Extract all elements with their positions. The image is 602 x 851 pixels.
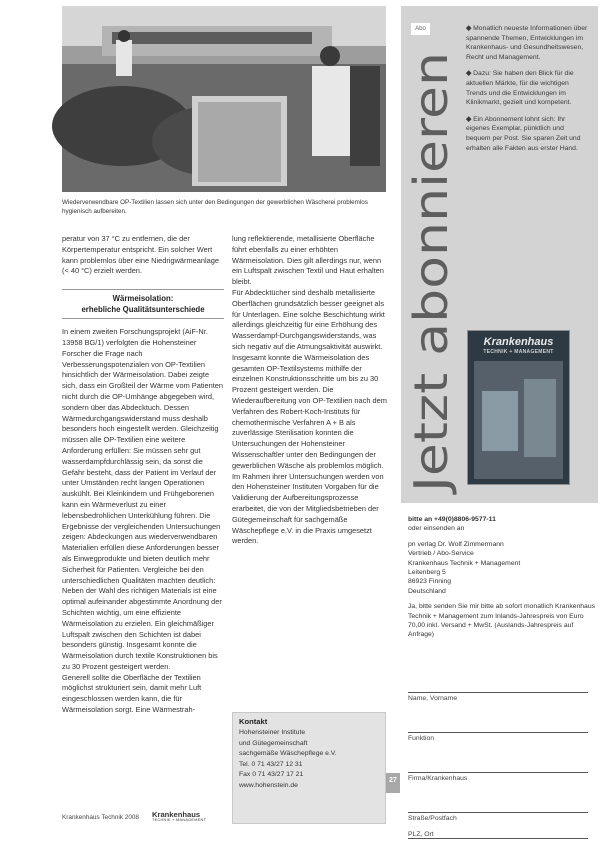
- benefit-text: Ein Abonnement lohnt sich: Ihr eigenes Exemplar, pünktlich und bequem per Post. Sie sparen Zeit und erhalten alle Fakten aus erster Hand.: [466, 115, 581, 152]
- street-field-label: Straße/Postfach: [408, 815, 457, 822]
- order-fax-note: oder einsenden an: [408, 525, 465, 533]
- section-heading-line1: Wärmeisolation:: [112, 294, 174, 304]
- paragraph: lung reflektierende, metallisierte Oberfläche führt ebenfalls zu einer erhöhten Wärmeisolation. Dies gilt allerdings nur, wenn ein Luftspalt zwischen Textil und Haut erhalten bleibt.: [232, 234, 384, 287]
- benefit-item: [466, 24, 590, 62]
- footer-issue: Krankenhaus Technik 2008: [62, 814, 139, 821]
- function-field-label: Funktion: [408, 735, 435, 742]
- address-line: Krankenhaus Technik + Management: [408, 559, 521, 567]
- photo-caption: Wiederverwendbare OP-Textilien lassen sich unter den Bedingungen der gewerblichen Wäscherei problemlos hygienisch aufbereiten.: [62, 199, 368, 215]
- contact-line: Hohensteiner Institute: [239, 729, 306, 736]
- paragraph: peratur von 37 °C zu entfernen, die der Körpertemperatur entspricht. Ein solcher Wert kann problemlos über eine Niedrigwärmeanlage (< 40 °C) erzielt werden.: [62, 234, 219, 276]
- name-field[interactable]: [408, 668, 588, 702]
- contact-box: [232, 712, 386, 824]
- footer-logo-sub: TECHNIK + MANAGEMENT: [152, 818, 207, 822]
- laundry-photo: [62, 6, 386, 192]
- paragraph: In einem zweiten Forschungsprojekt (AiF-Nr. 13958 BG/1) verfolgten die Hohensteiner Forscher die Frage nach Verbesserungspotenzialen von OP-Textilien hinsichtlich der Wärmeisolation. Dabei zeigte sich, dass ein Großteil der Wärme vom Patienten nicht durch die OP-Umhänge abgegeben wird, sondern über das Abdecktuch. Dessen Wärmedurchgangswiderstand muss deshalb besonders hoch eingestellt werden. Gleichzeitig müssen alle OP-Textilien eine weitere Anforderung erfüllen: Sie müssen sehr gut wasserdampfdurchlässig sein, da sonst die Gefahr besteht, dass der Patient im Verlauf der unter Umständen recht langen Operationen auskühlt. Bei Kleinkindern und Frühgeborenen kann ein Wärmeverlust zu einer lebensbedrohlichen Unterkühlung führen. Die Ergebnisse der vergleichenden Untersuchungen zeigen: Abdeckungen aus wiederverwendbaren Materialien erfüllen diese Anforderungen besser als Einwegprodukte und bieten deutlich mehr Sicherheit für Patienten. Vergleiche bei den unterschiedlichen Qualitäten machten deutlich: Neben der Wahl des richtigen Materials ist eine optimal aufeinander abgestimmte Anordnung der Schichten wichtig, um eine effiziente Wärmeisolation zu erzielen. Ein gleichmäßiger Luftspalt zwischen den Schichten ist dabei besonders günstig. Insgesamt konnte die Wärmeisolation durch textile Konstruktionen bis zu 30 Prozent gesteigert werden.: [62, 327, 224, 671]
- vertical-title-text: Jetzt abonnieren: [404, 115, 458, 492]
- order-form: [408, 515, 596, 640]
- order-text: Ja, bitte senden Sie mir bitte ab sofort monatlich Krankenhaus Technik + Management zum Inlands-Jahrespreis von Euro 70,00 inkl. Versand + MwSt. (Auslands-Jahrespreis auf Anfrage): [408, 603, 596, 639]
- benefit-text: Dazu: Sie haben den Blick für die aktuellen Märkte, für die wichtigen Trends und die Entwicklungen im Klinikmarkt, gezielt und kompetent.: [466, 70, 574, 107]
- company-field-label: Firma/Krankenhaus: [408, 775, 468, 782]
- article-column-2: [232, 234, 388, 547]
- magazine-subtitle: TECHNIK + MANAGEMENT: [483, 349, 554, 355]
- magazine-cover-figure: [482, 391, 518, 451]
- address-line: 86923 Finning: [408, 578, 452, 586]
- benefit-text: Monatlich neueste Informationen über spannende Themen, Entwicklungen im Krankenhaus- und Gesundheitswesen, Recht und Management.: [466, 25, 588, 61]
- company-field[interactable]: [408, 748, 588, 782]
- name-field-label: Name, Vorname: [408, 695, 458, 702]
- magazine-cover: [467, 330, 570, 485]
- benefits-list: [466, 24, 590, 160]
- contact-title: Kontakt: [239, 717, 268, 726]
- page-number: 27: [389, 777, 397, 784]
- street-field[interactable]: [408, 788, 588, 822]
- benefit-item: [466, 115, 590, 153]
- address-line: Deutschland: [408, 587, 446, 595]
- address-line: Leitenberg 5: [408, 569, 446, 577]
- magazine-cover-figure: [524, 379, 556, 457]
- city-field[interactable]: [408, 826, 588, 839]
- article-column-1: [62, 234, 224, 716]
- bullet-icon: ◆: [466, 70, 474, 78]
- contact-website-link[interactable]: www.hohenstein.de: [239, 781, 298, 789]
- section-heading: [62, 289, 224, 319]
- benefit-item: [466, 69, 590, 107]
- contact-fax: Fax 0 71 43/27 17 21: [239, 771, 304, 779]
- city-field-label: PLZ, Ort: [408, 831, 434, 838]
- magazine-name: Krankenhaus: [483, 336, 554, 348]
- contact-phone: Tel. 0 71 43/27 12 31: [239, 760, 303, 768]
- section-heading-line2: erhebliche Qualitätsunterschiede: [81, 305, 205, 315]
- paragraph: Für Abdecktücher sind deshalb metallisierte Oberflächen grundsätzlich besser geeignet als für Unterlagen. Eine solche Beschichtung wirkt allerdings gleichzeitig für eine Erhöhung des Wasserdampf-Durchgangswiderstands, was sich negativ auf die Atmungsaktivität auswirkt. Insgesamt konnte die Wärmeisolation des gesamten OP-Textilsystems mithilfe der einzelnen Konstruktionsschritte um bis zu 30 Prozent gesteigert werden. Die Wiederaufbereitung von OP-Textilien nach dem Verfahren des Robert-Koch-Instituts für chemothermische Verfahren A + B als zuverlässige Sterilisation konnten die Untersuchungen der Hohensteiner Wissenschaftler unter den Bedingungen der gewerblichen Wäsche als problemlos möglich. Im Rahmen ihrer Untersuchungen werden von den Hohensteiner Instituten Vorgaben für die Validierung der Aufbereitungsprozesse erarbeitet, die von der Mitgliedsbetrieben der Gütegemeinschaft für sachgemäße Wäschepflege e.V. in die Praxis umgesetzt werden.: [232, 287, 387, 546]
- paragraph: Generell sollte die Oberfläche der Textilien möglichst strukturiert sein, damit mehr Luft eingeschlossen werden kann, die für Wärmeisolation sorgt. Eine Wärmestrah-: [62, 672, 202, 715]
- contact-line: sachgemäße Wäschepflege e.V.: [239, 750, 337, 758]
- vertical-title: [404, 22, 458, 496]
- footer-logo-name: Krankenhaus: [152, 810, 201, 819]
- bullet-icon: ◆: [466, 25, 474, 32]
- contact-line: und Gütegemeinschaft: [239, 739, 308, 747]
- bullet-icon: ◆: [466, 115, 474, 123]
- address-line: Vertrieb / Abo-Service: [408, 550, 474, 558]
- footer-logo: [152, 810, 206, 822]
- order-fax: bitte an +49(0)8806-9577-11: [408, 516, 496, 523]
- abo-label: Abo: [411, 23, 430, 35]
- function-field[interactable]: [408, 708, 588, 742]
- address-line: pn verlag Dr. Wolf Zimmermann: [408, 540, 504, 548]
